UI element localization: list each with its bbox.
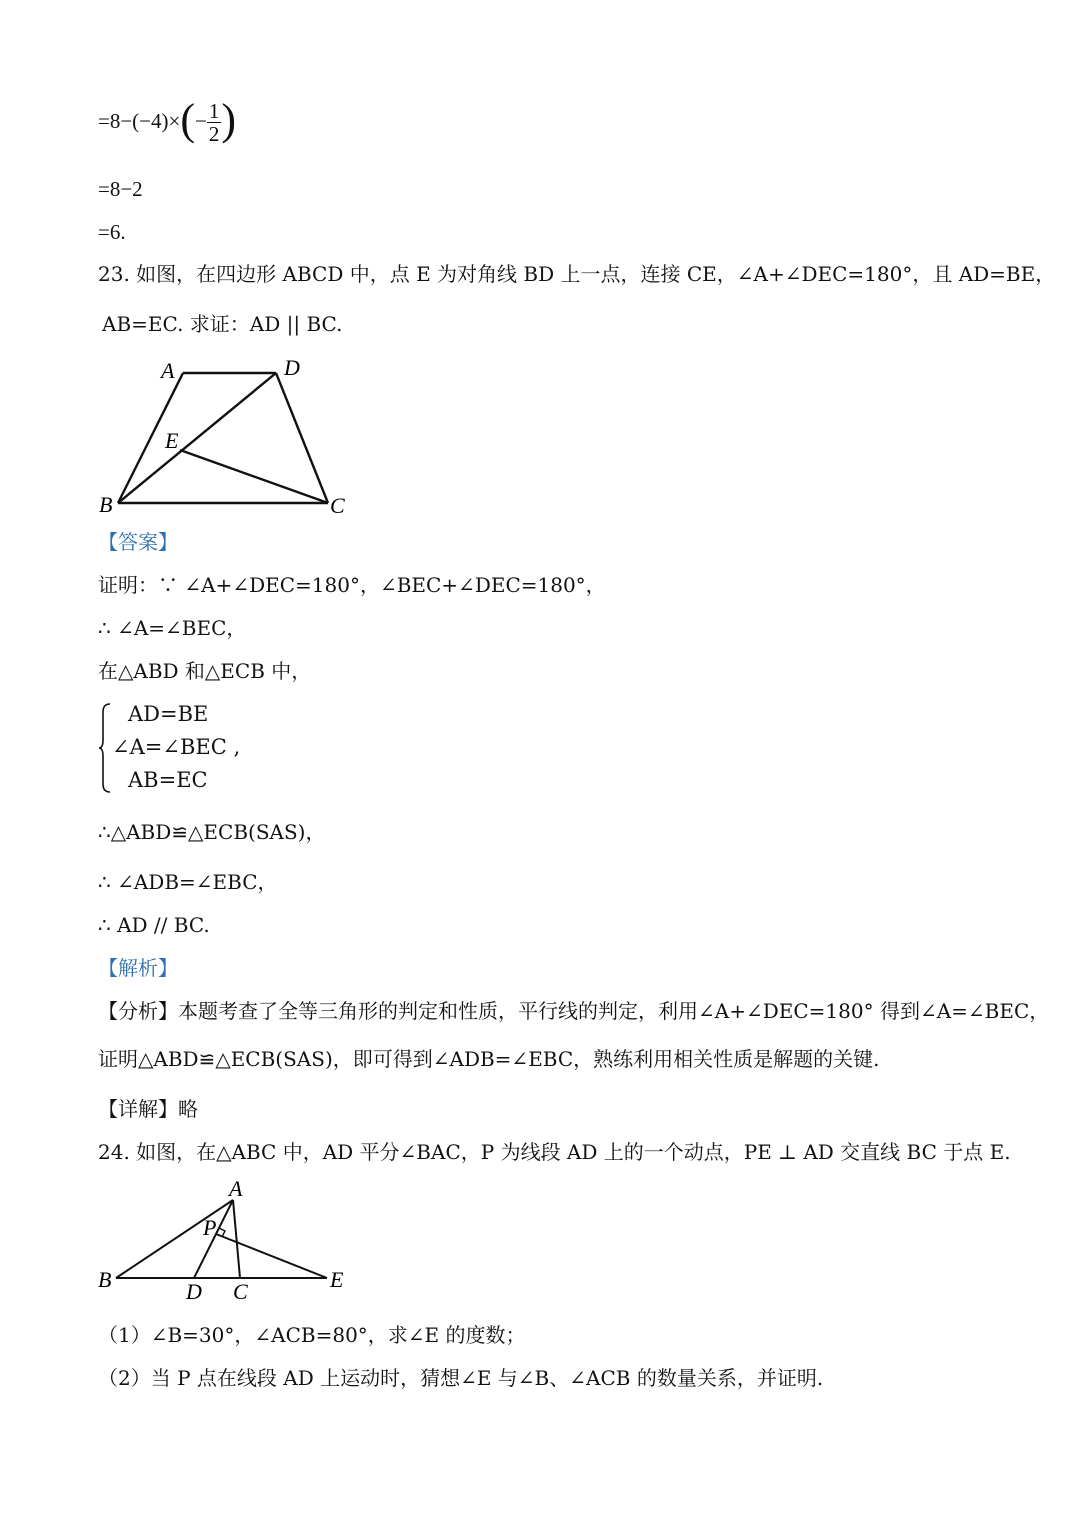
proof-line-2: ∴ ∠A=∠BEC， xyxy=(98,616,247,640)
answer-tag: 【答案】 xyxy=(98,530,178,554)
calc-line-3: =6. xyxy=(98,220,126,244)
fraction-numerator: 1 xyxy=(208,99,220,123)
right-paren: ) xyxy=(221,95,237,144)
segment-ac xyxy=(233,1200,240,1278)
q23-stem-line-1: 23. 如图，在四边形 ABCD 中，点 E 为对角线 BD 上一点，连接 CE，∠A+∠DEC=180°，且 AD=BE， xyxy=(98,262,1056,286)
segment-ce xyxy=(180,450,328,503)
label-b: B xyxy=(98,1267,112,1292)
analysis-tag: 【解析】 xyxy=(98,956,178,980)
fraction-denominator: 2 xyxy=(208,122,220,146)
proof-line-4: ∴△ABD≌△ECB(SAS)， xyxy=(98,820,326,844)
proof-line-1: 证明：∵ ∠A+∠DEC=180°，∠BEC+∠DEC=180°， xyxy=(98,573,606,597)
system-eq-1: AD=BE xyxy=(128,702,209,726)
analysis-line-2: 证明△ABD≌△ECB(SAS)，即可得到∠ADB=∠EBC，熟练利用相关性质是解题的关键. xyxy=(98,1047,880,1071)
label-e: E xyxy=(165,428,179,453)
q23-stem-line-2: AB=EC. 求证：AD || BC. xyxy=(102,312,343,336)
q24-triangle-figure xyxy=(95,1175,355,1305)
q24-part-1: （1）∠B=30°，∠ACB=80°，求∠E 的度数； xyxy=(98,1323,526,1347)
fraction-one-half xyxy=(207,100,222,145)
system-eq-3: AB=EC xyxy=(128,768,208,792)
label-e: E xyxy=(330,1267,344,1292)
diagonal-bd xyxy=(118,373,276,503)
label-p: P xyxy=(203,1215,217,1240)
label-a: A xyxy=(229,1176,243,1201)
proof-line-6: ∴ AD // BC. xyxy=(98,913,210,937)
segment-pe xyxy=(216,1234,327,1278)
proof-line-3: 在△ABD 和△ECB 中， xyxy=(98,659,312,683)
label-d: D xyxy=(284,355,300,380)
q23-quadrilateral-figure xyxy=(95,352,355,522)
detail-line: 【详解】略 xyxy=(98,1097,198,1121)
system-eq-2: ∠A=∠BEC , xyxy=(112,735,241,759)
calc-line-1-expr: =8−(−4)× xyxy=(98,109,181,133)
label-c: C xyxy=(330,493,345,518)
label-d: D xyxy=(186,1279,202,1304)
calc-line-1 xyxy=(98,95,237,146)
label-a: A xyxy=(161,358,175,383)
calc-line-2: =8−2 xyxy=(98,177,143,201)
label-c: C xyxy=(233,1279,248,1304)
q24-part-2: （2）当 P 点在线段 AD 上运动时，猜想∠E 与∠B、∠ACB 的数量关系，并证明. xyxy=(98,1366,824,1390)
label-b: B xyxy=(99,492,113,517)
segment-dc xyxy=(276,373,328,503)
q24-stem: 24. 如图，在△ABC 中，AD 平分∠BAC，P 为线段 AD 上的一个动点，PE ⊥ AD 交直线 BC 于点 E. xyxy=(98,1140,1011,1164)
minus-sign: − xyxy=(195,109,207,133)
proof-line-5: ∴ ∠ADB=∠EBC， xyxy=(98,870,278,894)
left-paren: ( xyxy=(180,95,196,144)
analysis-line-1: 【分析】本题考查了全等三角形的判定和性质，平行线的判定，利用∠A+∠DEC=180° 得到∠A=∠BEC， xyxy=(98,999,1050,1023)
left-brace xyxy=(98,702,112,794)
